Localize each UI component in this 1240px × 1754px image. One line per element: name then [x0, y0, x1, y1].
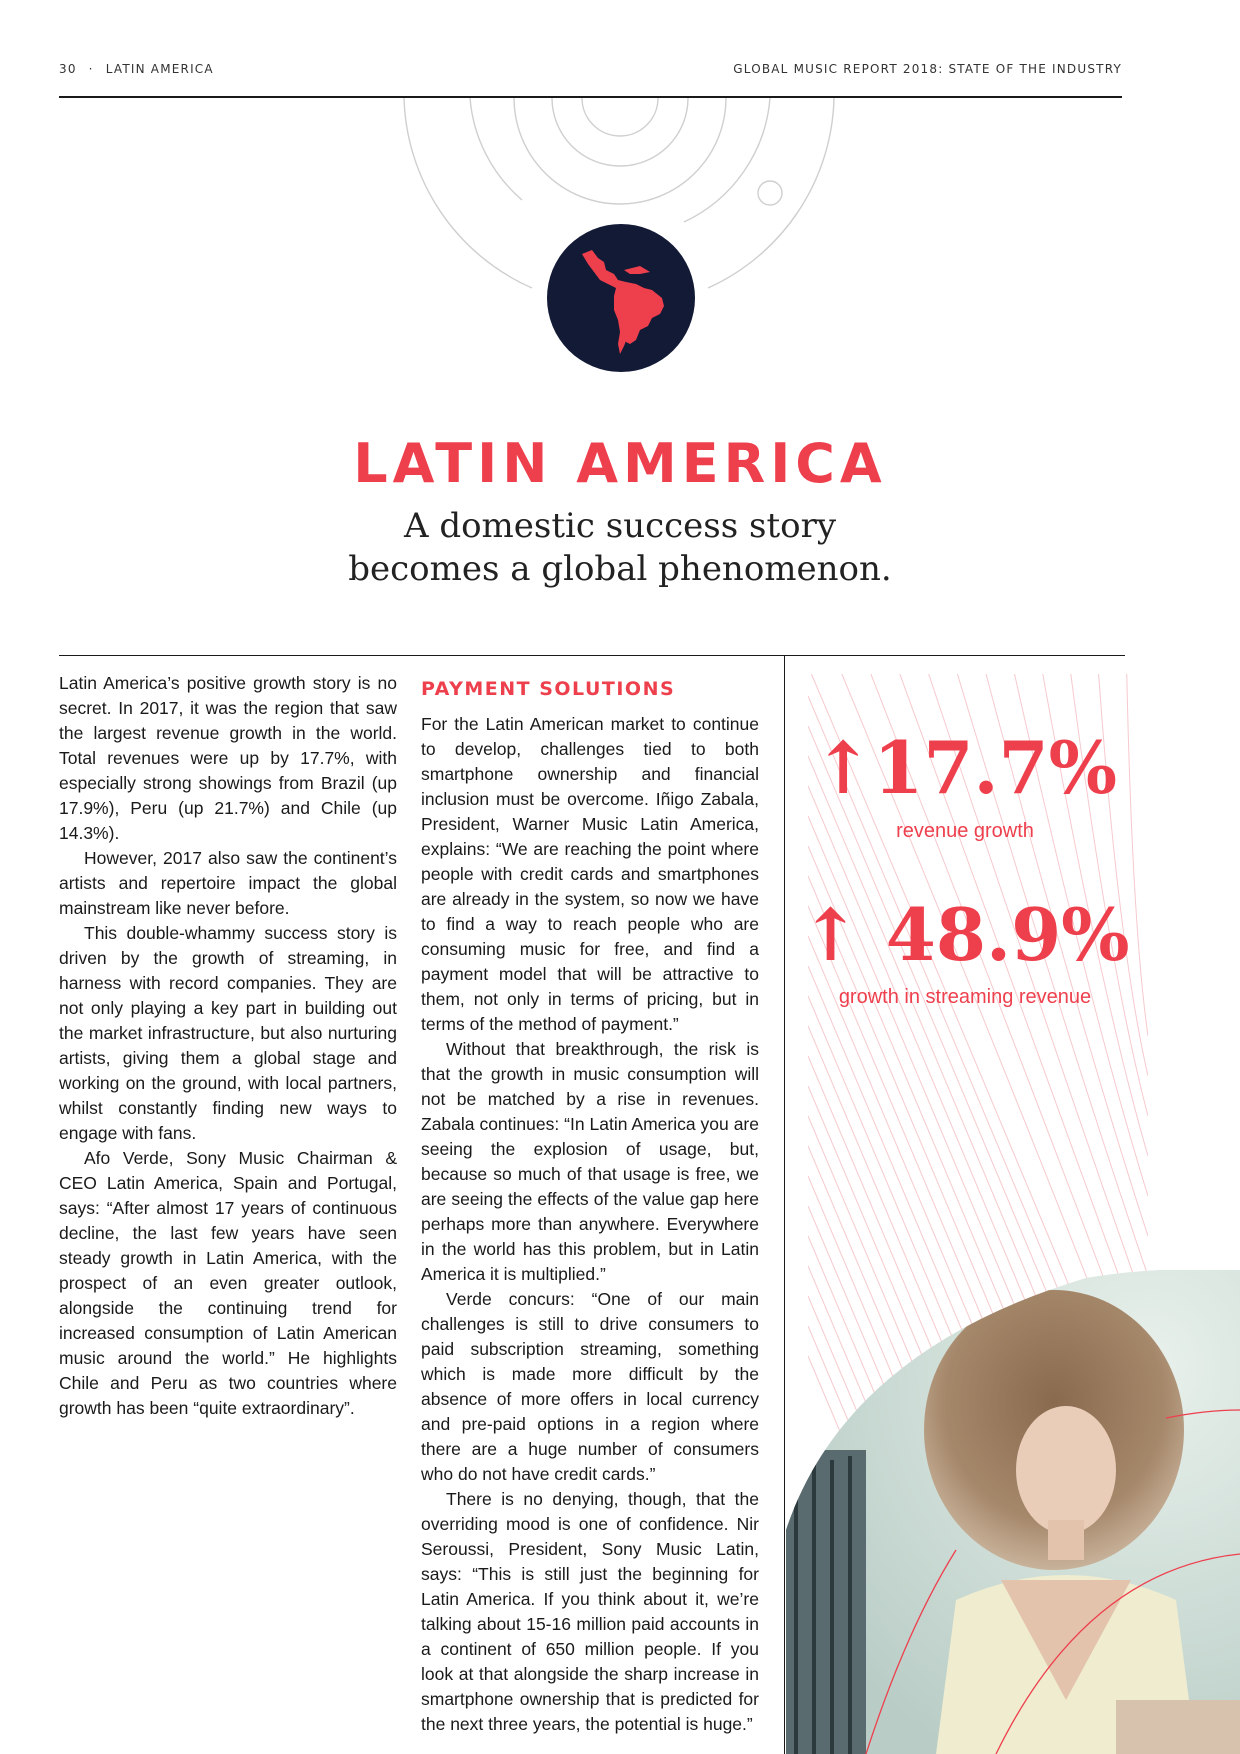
subtitle-line-2: becomes a global phenomenon.: [348, 549, 892, 589]
body-column-1: [59, 671, 397, 1421]
woman-with-curly-hair-photo: [786, 1270, 1240, 1754]
paragraph: Without that breakthrough, the risk is that the growth in music consumption will not be matched by a rise in revenues. Zabala continues: “In Latin America you are seeing the explosion of usage, but, because so much of that usage is free, we are seeing the effects of the value gap here perhaps more than anywhere. Everywhere in the world has this problem, but in Latin America it is multiplied.”: [421, 1039, 759, 1284]
stat-streaming-growth: [785, 892, 1145, 977]
orbit-dot: [758, 181, 782, 205]
paragraph: Latin America’s positive growth story is no secret. In 2017, it was the region that saw the largest revenue growth in the world. Total revenues were up by 17.7%, with especially strong showings from Brazil (up 17.9%), Peru (up 21.7%) and Chile (up 14.3%).: [59, 673, 397, 843]
arc-1: [552, 98, 688, 166]
stat-revenue-growth: [785, 725, 1145, 810]
paragraph: However, 2017 also saw the continent’s artists and repertoire impact the global mainstream like never before.: [59, 848, 397, 918]
outer-arc-left: [404, 98, 532, 288]
body-column-2: [421, 712, 759, 1737]
paragraph: Verde concurs: “One of our main challenges is still to drive consumers to paid subscription streaming, something which is made more difficult by the absence of more offers in local currency and pre-paid options in a region where there are a huge number of consumers who do not have credit cards.”: [421, 1289, 759, 1484]
subtitle-line-1: A domestic success story: [403, 506, 837, 546]
arc-0: [582, 98, 658, 136]
report-title: GLOBAL MUSIC REPORT 2018: STATE OF THE INDUSTRY: [733, 62, 1122, 76]
page-number: 30: [59, 62, 77, 76]
arrow-up-icon: ↑: [812, 725, 874, 810]
stat-label: growth in streaming revenue: [838, 986, 1092, 1008]
paragraph: This double-whammy success story is driven by the growth of streaming, in harness with record companies. They are not only playing a key part in building out the market infrastructure, but also nurturing artists, giving them a global stage and working on the ground, with local partners, whilst constantly finding new ways to engage with fans.: [59, 923, 397, 1143]
outer-arc-right: [708, 98, 834, 288]
header-separator: ·: [88, 62, 94, 76]
stat-value: 17.7%: [873, 725, 1118, 810]
paragraph: There is no denying, though, that the overriding mood is one of confidence. Nir Seroussi, President, Sony Music Latin, says: “This is still just the beginning for Latin America. If you think about it, we’re talking about 15-16 million paid accounts in a continent of 650 million people. If you look at that alongside the sharp increase in smartphone ownership that is predicted for the next three years, the potential is huge.”: [421, 1489, 759, 1734]
page-title: [0, 432, 1240, 495]
hero-graphic: [0, 0, 1240, 400]
arc-2: [514, 98, 726, 204]
page-title-text: LATIN AMERICA: [353, 432, 887, 495]
stat-label: revenue growth: [896, 820, 1034, 842]
arc-3-right: [684, 98, 770, 222]
arrow-up-icon: ↑: [800, 892, 861, 977]
section-heading: PAYMENT SOLUTIONS: [421, 678, 676, 700]
stat-value: 48.9%: [860, 892, 1130, 977]
paragraph: Afo Verde, Sony Music Chairman & CEO Latin America, Spain and Portugal, says: “After almost 17 years of continuous decline, the last few years have seen steady growth in Latin America, with the prospect of an even greater outlook, alongside the continuing trend for increased consumption of Latin American music around the world.” He highlights Chile and Peru as two countries where growth has been “quite extraordinary”.: [59, 1148, 397, 1418]
page-subtitle: [0, 505, 1240, 591]
header-section: LATIN AMERICA: [105, 62, 214, 76]
paragraph: For the Latin American market to continue to develop, challenges tied to both smartphone ownership and financial inclusion must be overcome. Iñigo Zabala, President, Warner Music Latin America, explains: “We are reaching the point where people with credit cards and smartphones are already in the system, so now we have to find a way to reach people who are consuming music for free, and find a payment model that will be attractive to them, not only in terms of pricing, but in terms of the method of payment.”: [421, 714, 759, 1034]
arc-3-left: [470, 98, 522, 200]
latin-america-map-icon: [547, 224, 695, 372]
